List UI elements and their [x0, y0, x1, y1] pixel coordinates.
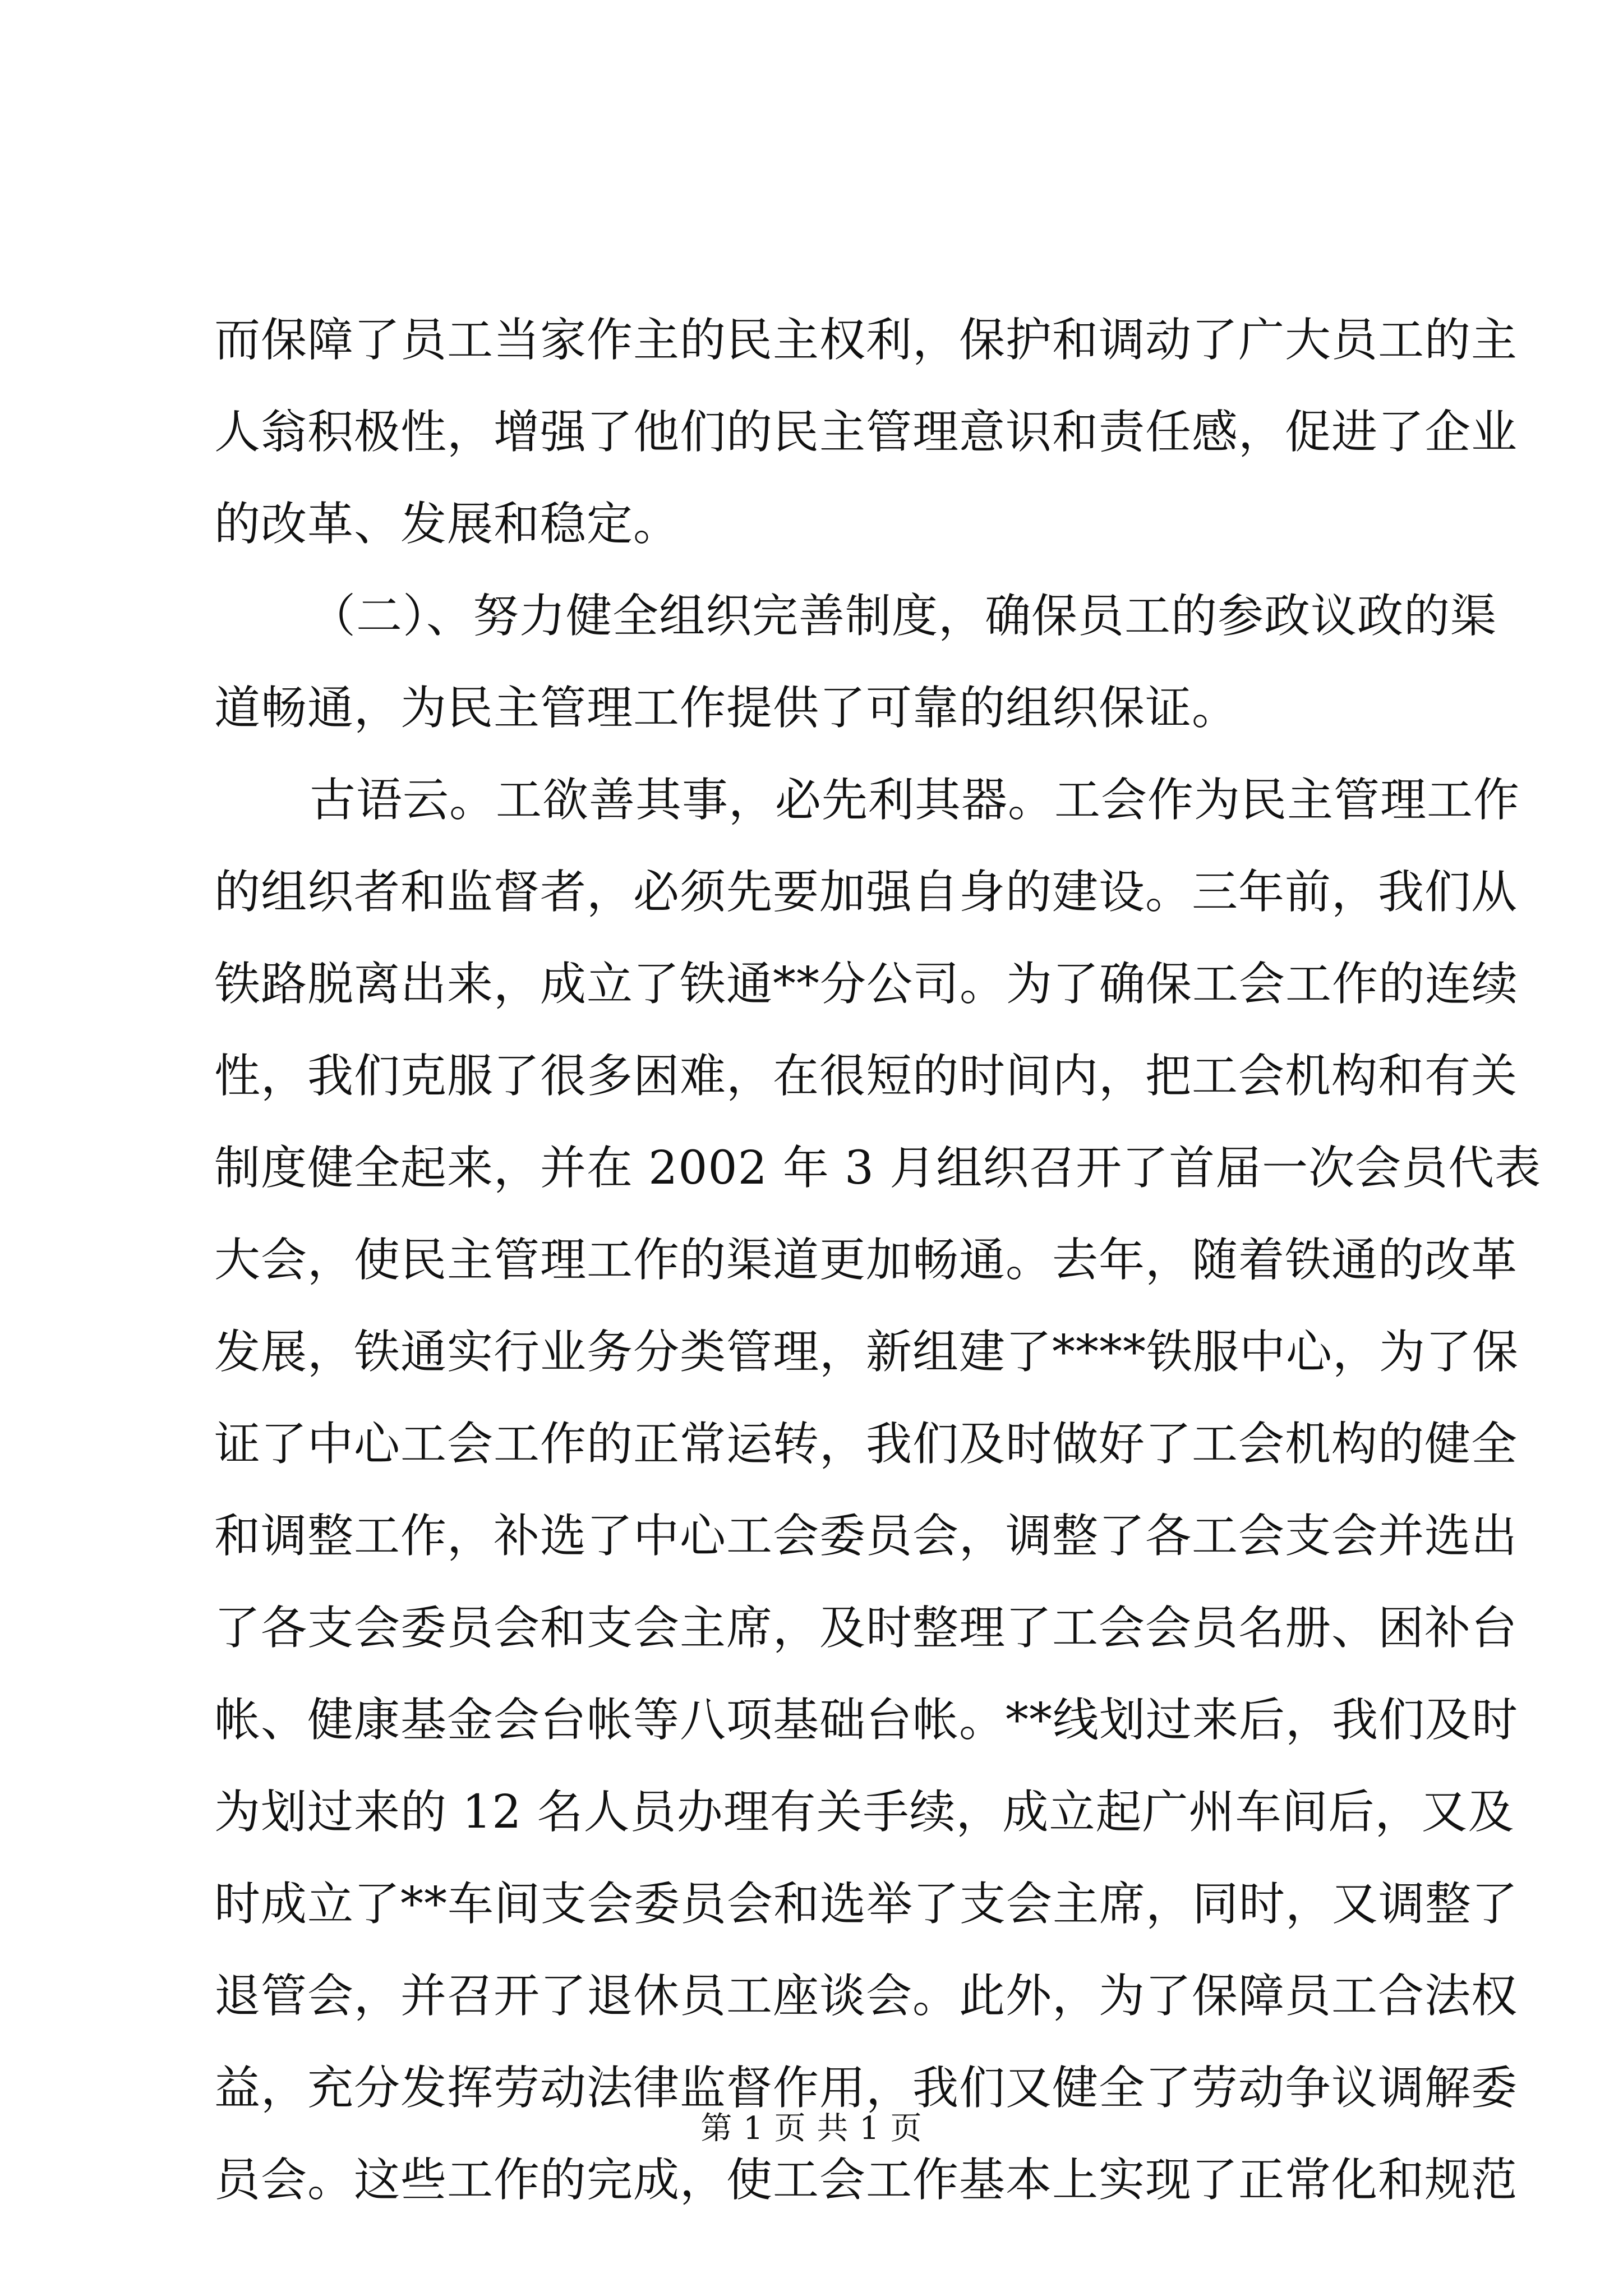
text-line: 制度健全起来，并在 2002 年 3 月组织召开了首届一次会员代表	[214, 1142, 1542, 1195]
text-line: 的改革、发展和稳定。	[214, 498, 680, 551]
text-line: 为划过来的 12 名人员办理有关手续，成立起广州车间后，又及	[214, 1786, 1515, 1839]
text-line: 时成立了**车间支会委员会和选举了支会主席，同时，又调整了	[214, 1878, 1519, 1931]
text-line: 和调整工作，补选了中心工会委员会，调整了各工会支会并选出	[214, 1510, 1518, 1563]
body-text	[214, 295, 1542, 2226]
text-line: 大会，使民主管理工作的渠道更加畅通。去年，随着铁通的改革	[214, 1234, 1518, 1287]
page-footer: 第 1 页 共 1 页	[700, 2110, 923, 2147]
text-line: 人翁积极性，增强了他们的民主管理意识和责任感，促进了企业	[214, 406, 1518, 459]
section-heading-line: （二）、努力健全组织完善制度，确保员工的参政议政的渠	[310, 590, 1497, 643]
text-line: 而保障了员工当家作主的民主权利，保护和调动了广大员工的主	[214, 314, 1518, 367]
paragraph-start-line: 古语云。工欲善其事，必先利其器。工会作为民主管理工作	[310, 774, 1520, 827]
text-line: 的组织者和监督者，必须先要加强自身的建设。三年前，我们从	[214, 866, 1518, 919]
text-line: 证了中心工会工作的正常运转，我们及时做好了工会机构的健全	[214, 1418, 1518, 1471]
text-line: 帐、健康基金会台帐等八项基础台帐。**线划过来后，我们及时	[214, 1694, 1519, 1747]
text-line: 员会。这些工作的完成，使工会工作基本上实现了正常化和规范	[214, 2154, 1518, 2207]
section-heading-line: 道畅通，为民主管理工作提供了可靠的组织保证。	[214, 682, 1239, 735]
text-line: 了各支会委员会和支会主席，及时整理了工会会员名册、困补台	[214, 1602, 1518, 1655]
text-line: 性，我们克服了很多困难，在很短的时间内，把工会机构和有关	[214, 1050, 1518, 1103]
text-line: 铁路脱离出来，成立了铁通**分公司。为了确保工会工作的连续	[214, 958, 1519, 1011]
text-line: 发展，铁通实行业务分类管理，新组建了****铁服中心，为了保	[214, 1326, 1519, 1379]
text-line: 退管会，并召开了退休员工座谈会。此外，为了保障员工合法权	[214, 1970, 1518, 2023]
text-line: 益，充分发挥劳动法律监督作用，我们又健全了劳动争议调解委	[214, 2062, 1518, 2115]
